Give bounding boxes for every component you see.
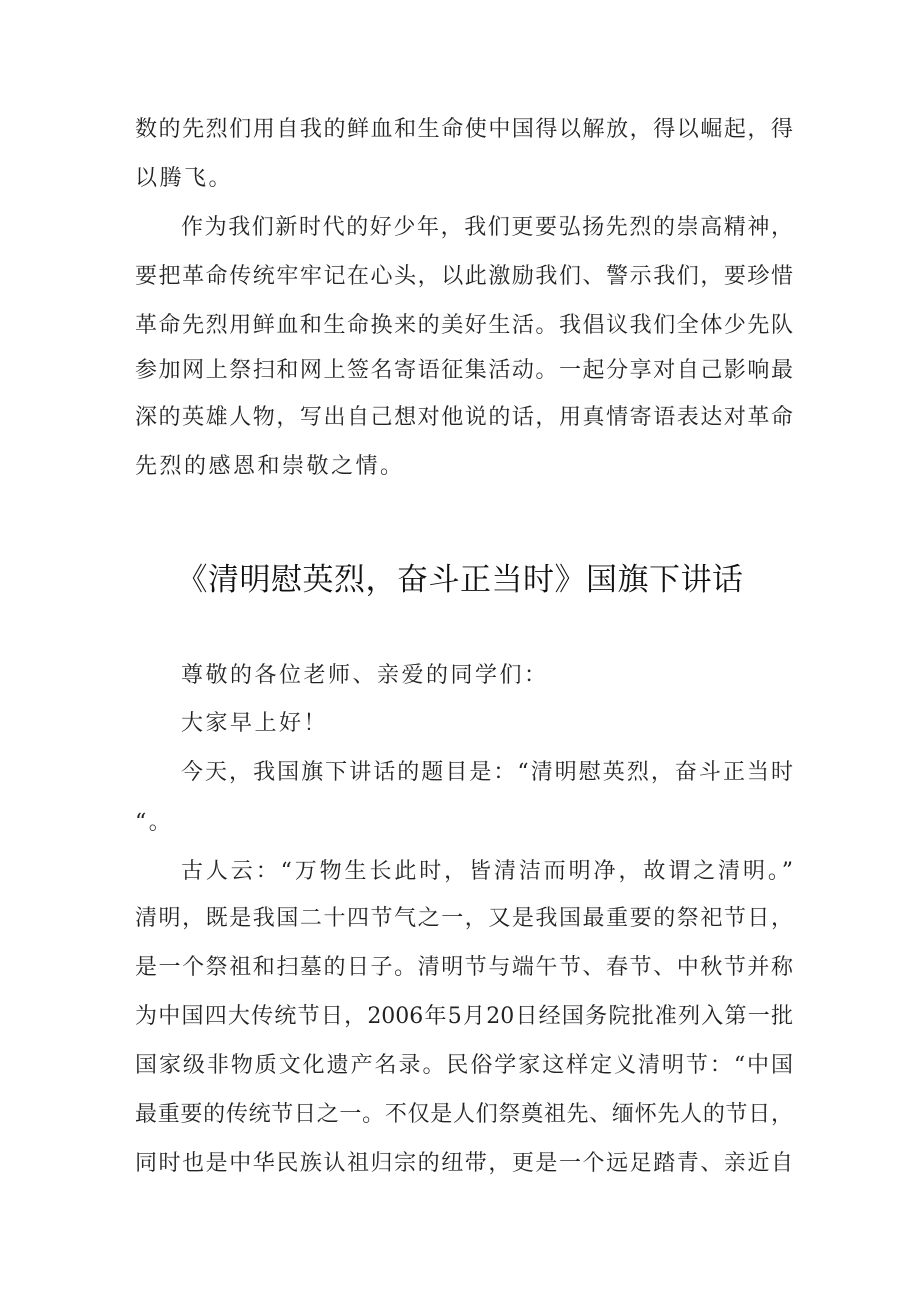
- paragraph-line: 深的英雄人物，写出自己想对他说的话，用真情寄语表达对革命: [135, 405, 793, 430]
- paragraph-line: 国家级非物质文化遗产名录。民俗学家这样定义清明节：“中国: [135, 1053, 793, 1078]
- paragraph-line: 为中国四大传统节日，2006年5月20日经国务院批准列入第一批: [135, 1004, 793, 1029]
- paragraph-line: 作为我们新时代的好少年，我们更要弘扬先烈的崇高精神，: [181, 215, 793, 240]
- greeting-line: 大家早上好！: [181, 711, 329, 736]
- paragraph-line: 清明，既是我国二十四节气之一，又是我国最重要的祭祀节日，: [135, 906, 793, 931]
- paragraph-line: 是一个祭祖和扫墓的日子。清明节与端午节、春节、中秋节并称: [135, 955, 793, 980]
- paragraph-line: 今天，我国旗下讲话的题目是：“清明慰英烈，奋斗正当时: [181, 760, 793, 785]
- speech-title: 《清明慰英烈，奋斗正当时》国旗下讲话: [176, 562, 744, 598]
- paragraph-line: 古人云：“万物生长此时，皆清洁而明净，故谓之清明。”: [181, 859, 793, 884]
- paragraph-line: 数的先烈们用自我的鲜血和生命使中国得以解放，得以崛起，得: [135, 117, 793, 142]
- salutation-line: 尊敬的各位老师、亲爱的同学们：: [181, 663, 549, 688]
- paragraph-line: “。: [135, 810, 174, 835]
- paragraph-line: 要把革命传统牢牢记在心头，以此激励我们、警示我们，要珍惜: [135, 264, 793, 289]
- paragraph-line: 以腾飞。: [135, 166, 234, 191]
- paragraph-line: 最重要的传统节日之一。不仅是人们祭奠祖先、缅怀先人的节日，: [135, 1102, 793, 1127]
- paragraph-line: 同时也是中华民族认祖归宗的纽带，更是一个远足踏青、亲近自: [135, 1151, 793, 1176]
- paragraph-line: 参加网上祭扫和网上签名寄语征集活动。一起分享对自己影响最: [135, 358, 793, 383]
- paragraph-line: 革命先烈用鲜血和生命换来的美好生活。我倡议我们全体少先队: [135, 313, 793, 338]
- paragraph-line: 先烈的感恩和崇敬之情。: [135, 454, 405, 479]
